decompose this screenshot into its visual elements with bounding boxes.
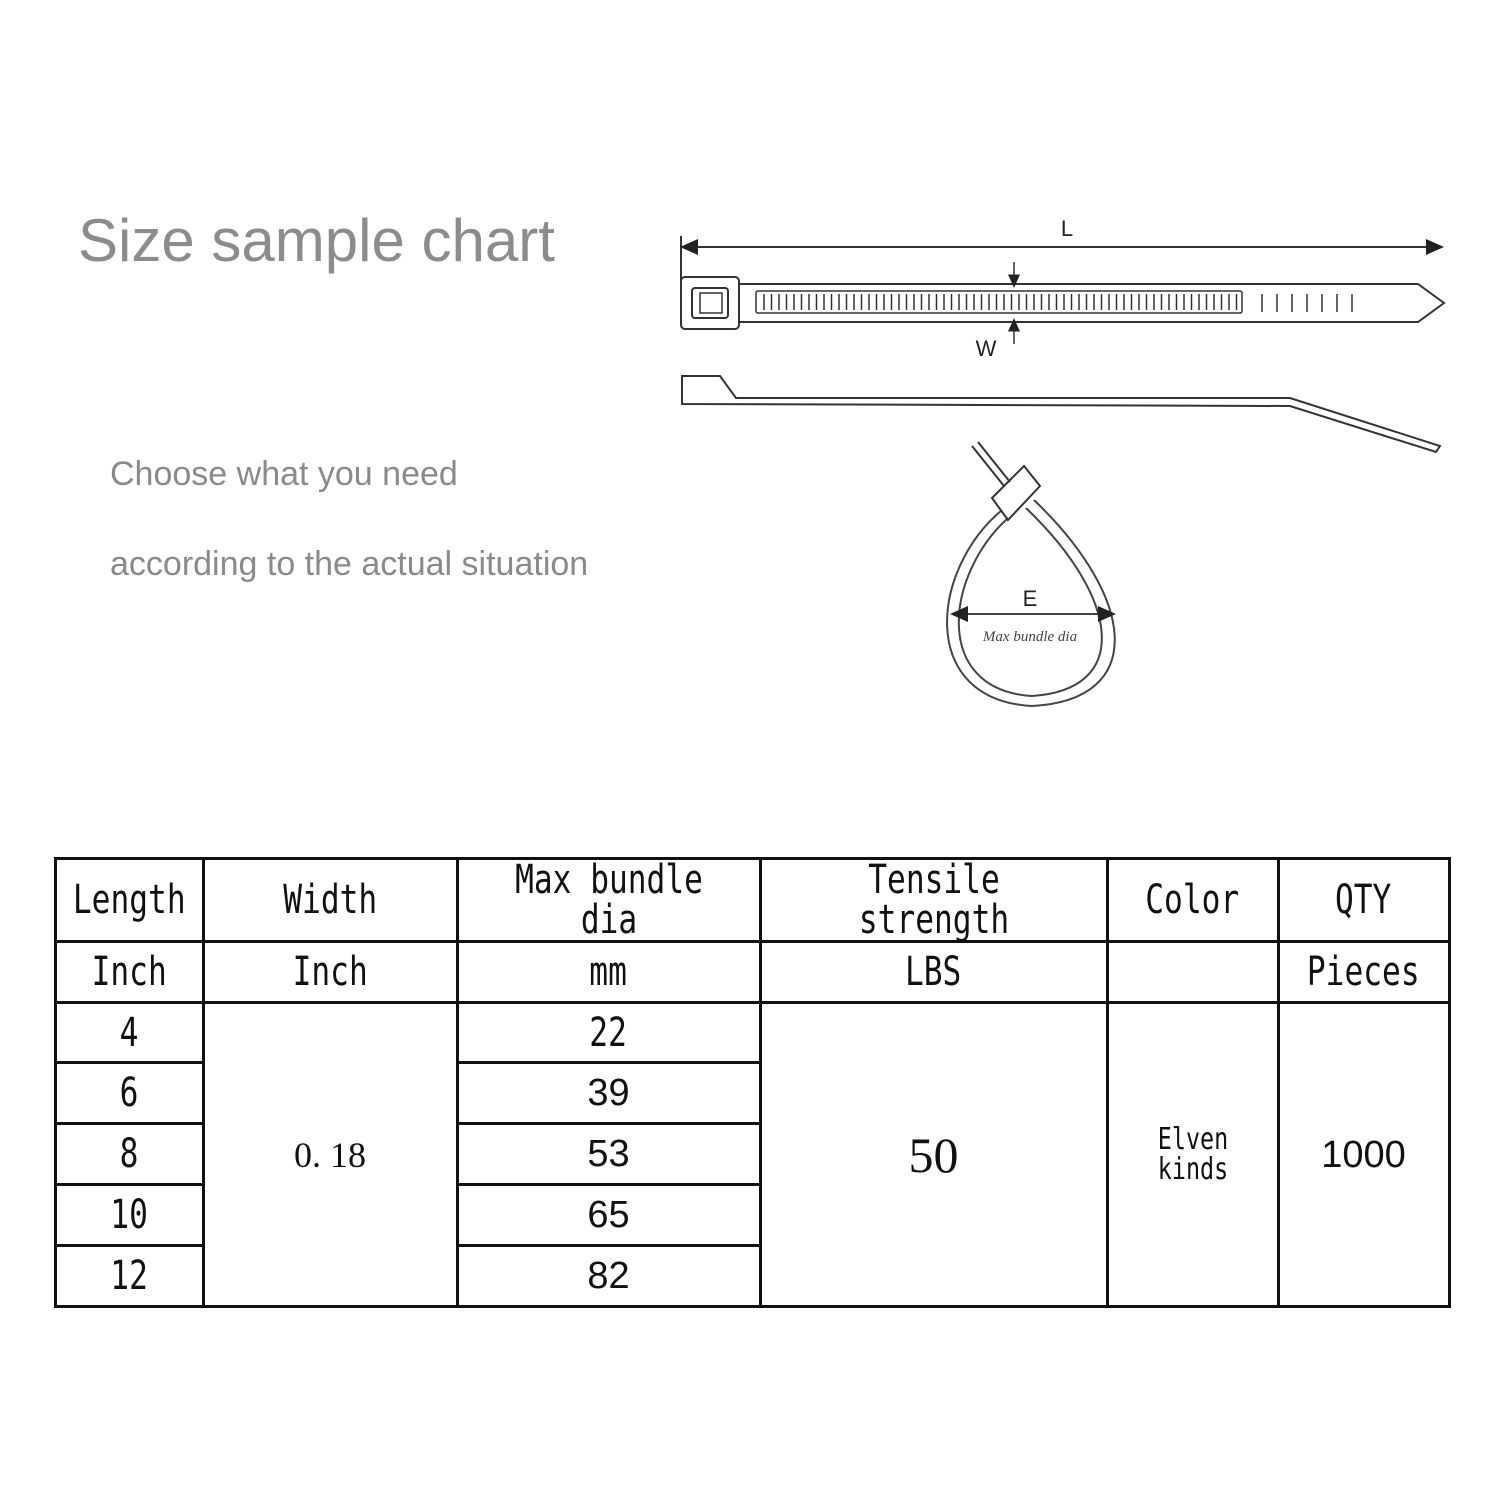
length-cell: 6	[56, 1063, 204, 1124]
length-cell: 12	[56, 1246, 204, 1307]
subtitle-line-2: according to the actual situation	[110, 545, 589, 583]
length-cell: 4	[56, 1003, 204, 1063]
header-qty: QTY	[1278, 859, 1449, 942]
tie-side-view	[682, 376, 1440, 452]
tie-top-view	[681, 262, 1444, 361]
header-color: Color	[1107, 859, 1278, 942]
color-cell: Elven kinds	[1107, 1003, 1278, 1307]
unit-bundle-dia: mm	[457, 942, 760, 1003]
unit-color	[1107, 942, 1278, 1003]
length-label: L	[1060, 216, 1074, 241]
header-row	[56, 859, 1450, 942]
unit-length: Inch	[56, 942, 204, 1003]
unit-width: Inch	[203, 942, 457, 1003]
unit-row	[56, 942, 1450, 1003]
bundle-dia-cell: 39	[457, 1063, 760, 1124]
bundle-caption: Max bundle dia	[982, 629, 1078, 645]
header-length: Length	[56, 859, 204, 942]
page-title: Size sample chart	[78, 207, 555, 274]
length-dimension	[681, 216, 1436, 280]
header-bundle-dia: Max bundle dia	[457, 859, 760, 942]
bundle-dia-cell: 22	[457, 1003, 760, 1063]
bundle-dia-cell: 53	[457, 1124, 760, 1185]
size-table	[54, 857, 1451, 1308]
width-label: W	[975, 336, 997, 361]
bundle-dia-cell: 82	[457, 1246, 760, 1307]
length-cell: 8	[56, 1124, 204, 1185]
bundle-label: E	[1022, 586, 1038, 611]
qty-cell: 1000	[1278, 1003, 1449, 1307]
tie-loop-view	[947, 442, 1115, 706]
header-tensile: Tensile strength	[760, 859, 1107, 942]
length-cell: 10	[56, 1185, 204, 1246]
subtitle-line-1: Choose what you need	[110, 455, 458, 493]
unit-qty: Pieces	[1278, 942, 1449, 1003]
bundle-dia-cell: 65	[457, 1185, 760, 1246]
header-width: Width	[203, 859, 457, 942]
tensile-cell: 50	[760, 1003, 1107, 1307]
table-row	[56, 1003, 1450, 1063]
unit-tensile: LBS	[760, 942, 1107, 1003]
width-cell: 0. 18	[203, 1003, 457, 1307]
